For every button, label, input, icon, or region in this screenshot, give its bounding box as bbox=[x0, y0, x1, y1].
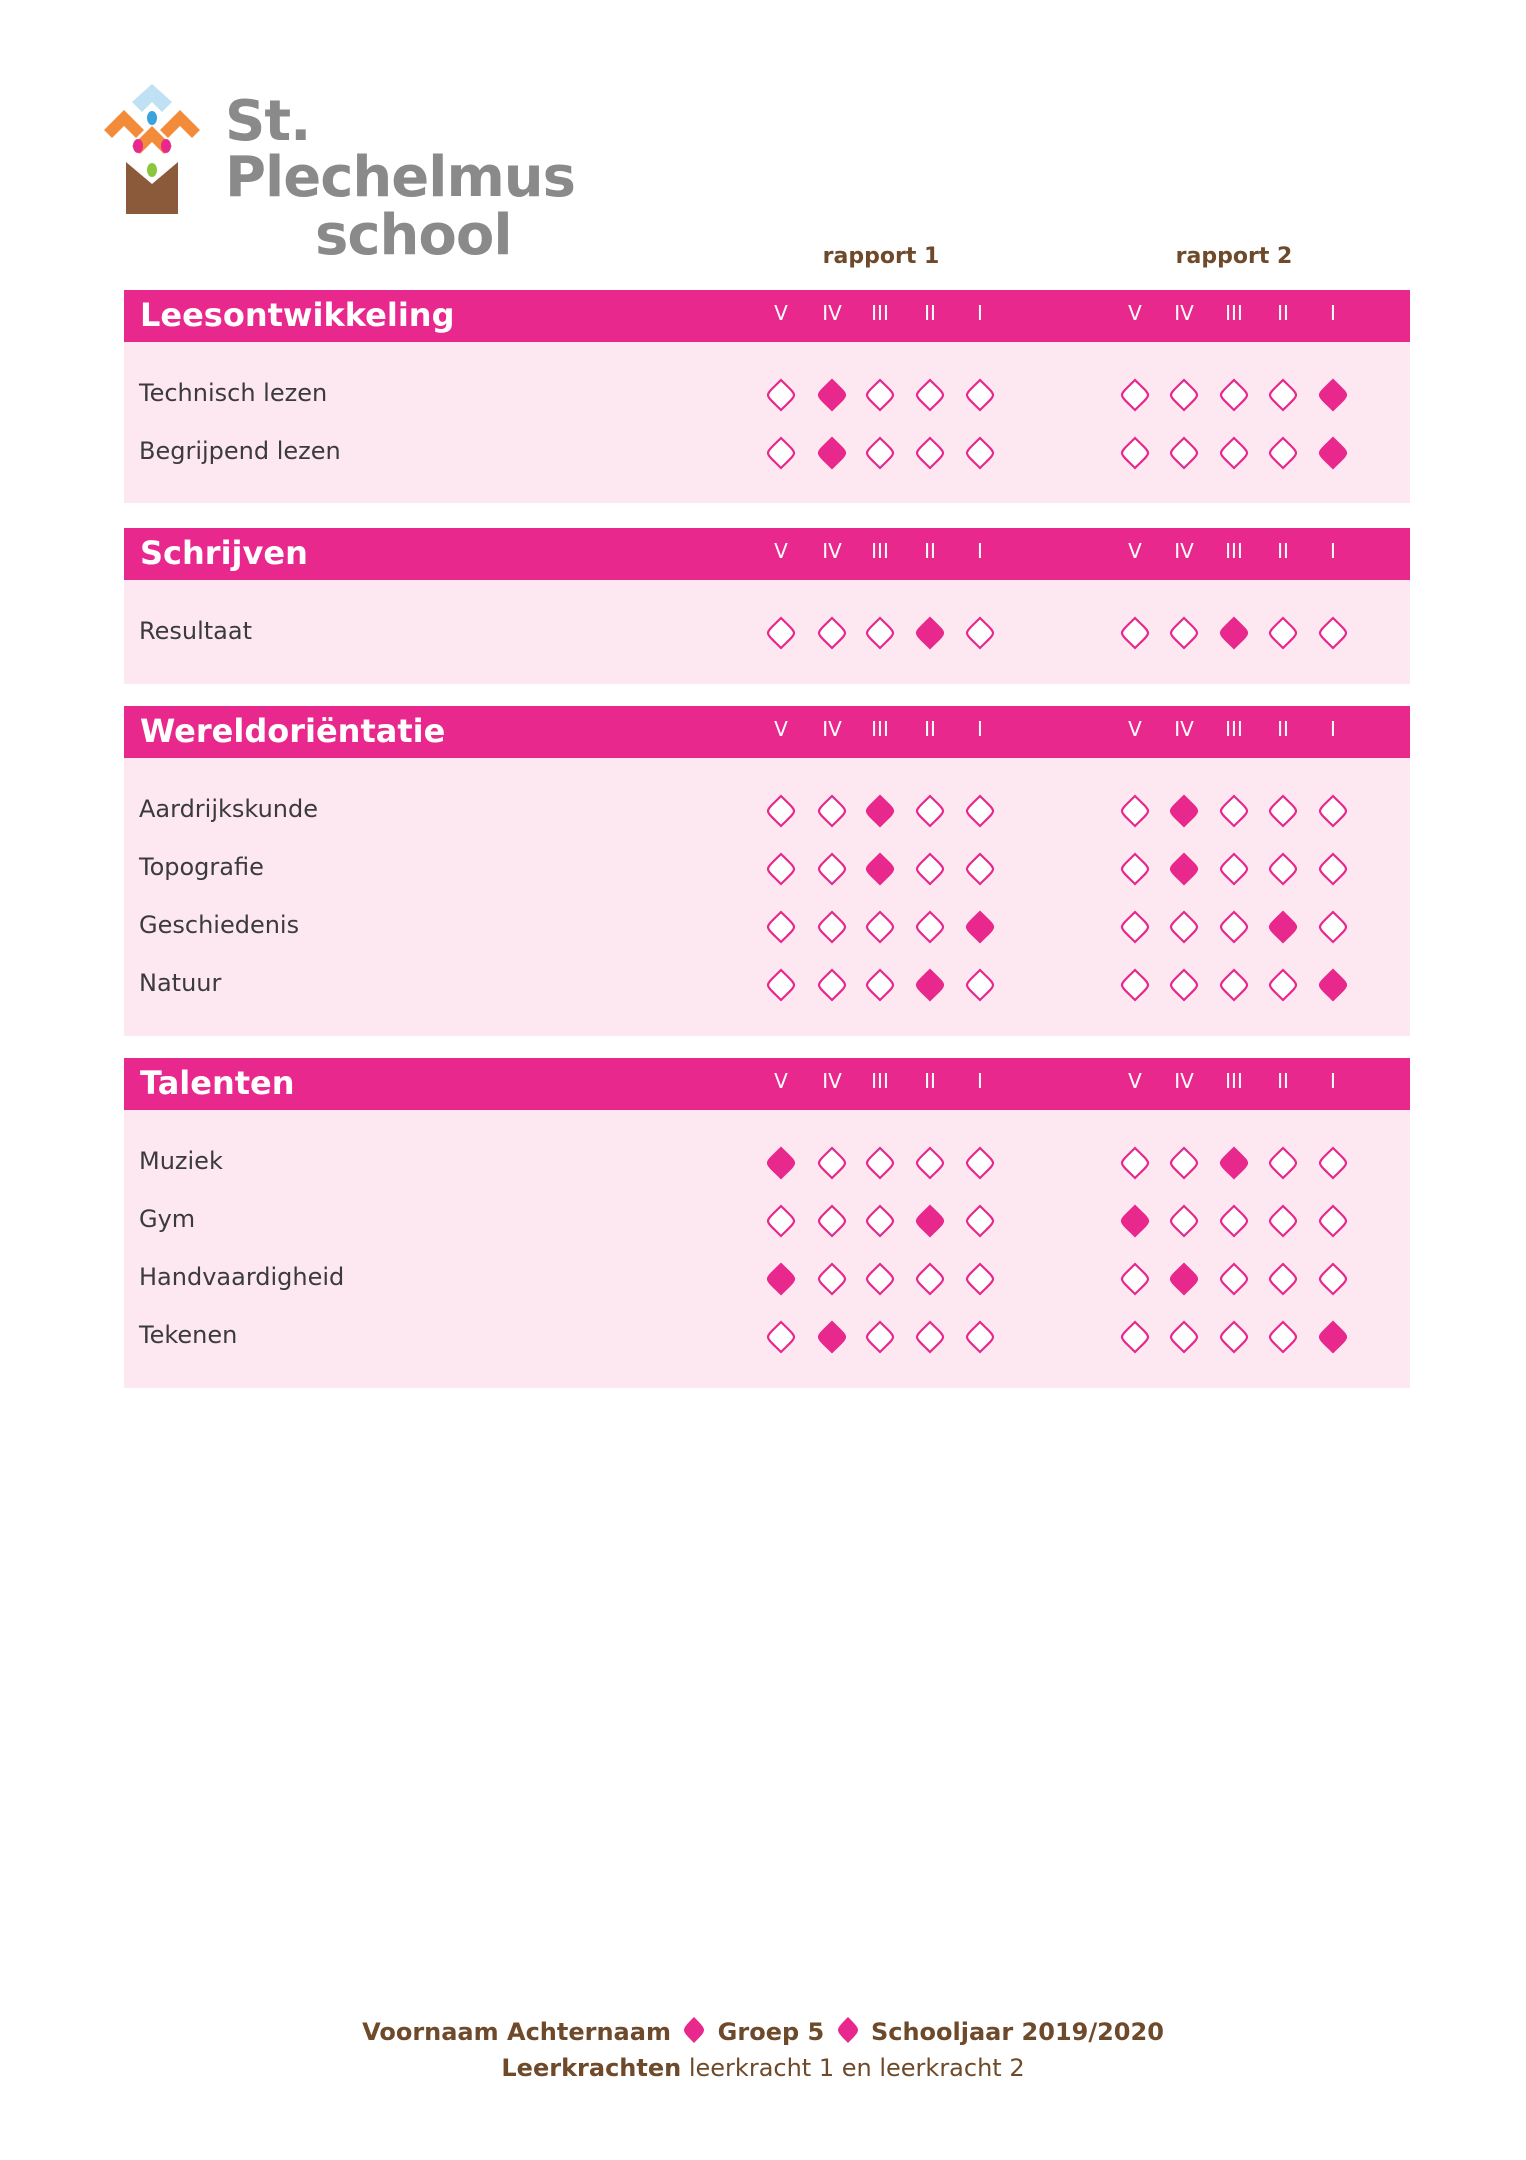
level-header-rapport2: III bbox=[1225, 1069, 1243, 1093]
subject-row bbox=[124, 956, 1410, 1014]
rapport-2-level-III-empty-icon bbox=[1219, 968, 1249, 1002]
rapport-2-level-II-empty-icon bbox=[1268, 436, 1298, 470]
rapport-1-level-V-empty-icon bbox=[766, 1204, 796, 1238]
level-header-rapport2: IV bbox=[1174, 717, 1194, 741]
rapport-1-level-III-empty-icon bbox=[865, 968, 895, 1002]
level-header-rapport1: III bbox=[871, 717, 889, 741]
footer-student-line bbox=[0, 2016, 1526, 2046]
rapport-1-level-IV-empty-icon bbox=[817, 968, 847, 1002]
rapport-2-level-IV-empty-icon bbox=[1169, 378, 1199, 412]
rapport-1-level-V-empty-icon bbox=[766, 378, 796, 412]
rapport-1-level-II-filled-icon bbox=[915, 616, 945, 650]
rapport-2-level-IV-filled-icon bbox=[1169, 852, 1199, 886]
subject-label: Muziek bbox=[139, 1147, 223, 1175]
section-header bbox=[124, 290, 1410, 342]
rapport-1-level-I-empty-icon bbox=[965, 1262, 995, 1296]
rapport-1-level-I-empty-icon bbox=[965, 436, 995, 470]
rapport-1-level-II-empty-icon bbox=[915, 378, 945, 412]
level-header-rapport1: II bbox=[924, 717, 936, 741]
rapport-2-level-I-empty-icon bbox=[1318, 794, 1348, 828]
rapport-1-level-III-empty-icon bbox=[865, 910, 895, 944]
level-header-rapport2: V bbox=[1128, 539, 1142, 563]
rapport-1-level-V-empty-icon bbox=[766, 852, 796, 886]
rapport-1-level-IV-filled-icon bbox=[817, 436, 847, 470]
level-header-rapport1: IV bbox=[822, 717, 842, 741]
level-header-rapport2: II bbox=[1277, 717, 1289, 741]
level-header-rapport1: V bbox=[774, 539, 788, 563]
level-header-rapport2: III bbox=[1225, 301, 1243, 325]
subject-row bbox=[124, 782, 1410, 840]
rapport-2-level-I-filled-icon bbox=[1318, 968, 1348, 1002]
rapport-2-level-III-empty-icon bbox=[1219, 794, 1249, 828]
rapport-2-level-II-empty-icon bbox=[1268, 616, 1298, 650]
rapport-1-level-V-empty-icon bbox=[766, 968, 796, 1002]
rapport-2-level-II-empty-icon bbox=[1268, 1146, 1298, 1180]
rapport-2-level-III-empty-icon bbox=[1219, 1262, 1249, 1296]
rapport-1-level-III-filled-icon bbox=[865, 794, 895, 828]
subject-row bbox=[124, 1308, 1410, 1366]
rapport-1-level-IV-empty-icon bbox=[817, 1146, 847, 1180]
section-title: Schrijven bbox=[140, 534, 308, 572]
teachers-names: leerkracht 1 en leerkracht 2 bbox=[688, 2054, 1025, 2082]
rapport-1-level-I-empty-icon bbox=[965, 1146, 995, 1180]
subject-label: Gym bbox=[139, 1205, 196, 1233]
subject-label: Tekenen bbox=[139, 1321, 238, 1349]
rapport-1-level-IV-empty-icon bbox=[817, 852, 847, 886]
school-name-line2: school bbox=[315, 203, 512, 268]
level-header-rapport2: II bbox=[1277, 539, 1289, 563]
subject-row bbox=[124, 1134, 1410, 1192]
level-header-rapport1: II bbox=[924, 1069, 936, 1093]
rapport-1-level-III-empty-icon bbox=[865, 1146, 895, 1180]
school-logo bbox=[100, 84, 660, 268]
subject-row bbox=[124, 366, 1410, 424]
rapport-2-level-IV-empty-icon bbox=[1169, 1320, 1199, 1354]
level-header-rapport2: III bbox=[1225, 717, 1243, 741]
rapport-2-level-II-empty-icon bbox=[1268, 968, 1298, 1002]
rapport-1-level-III-empty-icon bbox=[865, 436, 895, 470]
rapport-1-level-I-empty-icon bbox=[965, 616, 995, 650]
rapport-1-level-IV-filled-icon bbox=[817, 1320, 847, 1354]
rapport-1-level-IV-empty-icon bbox=[817, 616, 847, 650]
rapport-2-level-II-empty-icon bbox=[1268, 1262, 1298, 1296]
section-header bbox=[124, 528, 1410, 580]
section-header bbox=[124, 1058, 1410, 1110]
rapport-2-level-II-empty-icon bbox=[1268, 852, 1298, 886]
rapport-2-level-II-empty-icon bbox=[1268, 1320, 1298, 1354]
rapport-1-level-II-empty-icon bbox=[915, 1320, 945, 1354]
rapport-1-level-III-empty-icon bbox=[865, 1320, 895, 1354]
rapport-1-level-III-empty-icon bbox=[865, 1204, 895, 1238]
rapport-2-level-V-empty-icon bbox=[1120, 794, 1150, 828]
rapport-1-level-III-empty-icon bbox=[865, 1262, 895, 1296]
rapport-1-level-IV-empty-icon bbox=[817, 1204, 847, 1238]
rapport-1-level-II-empty-icon bbox=[915, 1146, 945, 1180]
rapport-2-level-IV-empty-icon bbox=[1169, 910, 1199, 944]
level-header-rapport2: V bbox=[1128, 1069, 1142, 1093]
level-header-rapport1: I bbox=[977, 301, 983, 325]
school-year: Schooljaar 2019/2020 bbox=[870, 2018, 1164, 2046]
rapport-1-level-IV-filled-icon bbox=[817, 378, 847, 412]
subject-row bbox=[124, 1192, 1410, 1250]
rapport-2-level-I-empty-icon bbox=[1318, 910, 1348, 944]
school-name bbox=[225, 89, 660, 268]
level-header-rapport2: I bbox=[1330, 301, 1336, 325]
level-header-rapport2: IV bbox=[1174, 539, 1194, 563]
rapport-1-level-V-empty-icon bbox=[766, 910, 796, 944]
subject-row bbox=[124, 898, 1410, 956]
rapport-2-level-II-empty-icon bbox=[1268, 1204, 1298, 1238]
subject-label: Aardrijkskunde bbox=[139, 795, 318, 823]
school-name-line1: St. Plechelmus bbox=[225, 89, 576, 210]
rapport-1-level-I-empty-icon bbox=[965, 1204, 995, 1238]
group-label: Groep 5 bbox=[717, 2018, 825, 2046]
subject-row bbox=[124, 1250, 1410, 1308]
rapport-2-level-I-filled-icon bbox=[1318, 378, 1348, 412]
rapport-2-level-V-filled-icon bbox=[1120, 1204, 1150, 1238]
level-header-rapport1: IV bbox=[822, 539, 842, 563]
rapport-1-level-IV-empty-icon bbox=[817, 1262, 847, 1296]
separator-leaf-icon bbox=[683, 2016, 705, 2044]
rapport-1-level-V-empty-icon bbox=[766, 1320, 796, 1354]
section-3 bbox=[124, 1058, 1410, 1388]
subject-label: Natuur bbox=[139, 969, 222, 997]
level-header-rapport1: I bbox=[977, 717, 983, 741]
rapport-2-level-III-empty-icon bbox=[1219, 436, 1249, 470]
level-header-rapport2: II bbox=[1277, 301, 1289, 325]
rapport-1-level-II-empty-icon bbox=[915, 852, 945, 886]
level-header-rapport2: V bbox=[1128, 717, 1142, 741]
rapport-1-level-V-empty-icon bbox=[766, 436, 796, 470]
teachers-label: Leerkrachten bbox=[501, 2054, 682, 2082]
rapport-1-level-II-empty-icon bbox=[915, 794, 945, 828]
rapport-2-level-I-empty-icon bbox=[1318, 1204, 1348, 1238]
rapport-2-level-III-empty-icon bbox=[1219, 1320, 1249, 1354]
rapport-2-title: rapport 2 bbox=[1175, 244, 1293, 269]
rapport-1-level-I-empty-icon bbox=[965, 794, 995, 828]
level-header-rapport1: II bbox=[924, 539, 936, 563]
section-title: Leesontwikkeling bbox=[140, 296, 455, 334]
rapport-2-level-V-empty-icon bbox=[1120, 910, 1150, 944]
rapport-2-level-V-empty-icon bbox=[1120, 436, 1150, 470]
rapport-2-level-V-empty-icon bbox=[1120, 852, 1150, 886]
level-header-rapport2: I bbox=[1330, 539, 1336, 563]
subject-label: Handvaardigheid bbox=[139, 1263, 345, 1291]
section-title: Talenten bbox=[140, 1064, 295, 1102]
level-header-rapport1: V bbox=[774, 717, 788, 741]
rapport-2-level-III-filled-icon bbox=[1219, 616, 1249, 650]
level-header-rapport1: I bbox=[977, 539, 983, 563]
student-name: Voornaam Achternaam bbox=[362, 2018, 671, 2046]
subject-row bbox=[124, 840, 1410, 898]
subject-label: Topografie bbox=[139, 853, 264, 881]
rapport-1-level-IV-empty-icon bbox=[817, 910, 847, 944]
rapport-2-level-II-empty-icon bbox=[1268, 378, 1298, 412]
footer-teachers-line bbox=[0, 2054, 1526, 2082]
rapport-2-level-III-empty-icon bbox=[1219, 1204, 1249, 1238]
section-1 bbox=[124, 528, 1410, 684]
rapport-2-level-I-empty-icon bbox=[1318, 1262, 1348, 1296]
section-header bbox=[124, 706, 1410, 758]
school-logo-mark-icon bbox=[100, 84, 220, 224]
subject-label: Geschiedenis bbox=[139, 911, 300, 939]
rapport-2-level-V-empty-icon bbox=[1120, 1320, 1150, 1354]
level-header-rapport1: III bbox=[871, 301, 889, 325]
rapport-1-level-I-empty-icon bbox=[965, 378, 995, 412]
level-header-rapport2: III bbox=[1225, 539, 1243, 563]
rapport-2-level-II-filled-icon bbox=[1268, 910, 1298, 944]
rapport-1-level-III-filled-icon bbox=[865, 852, 895, 886]
rapport-1-level-V-empty-icon bbox=[766, 616, 796, 650]
level-header-rapport1: V bbox=[774, 301, 788, 325]
rapport-1-level-I-empty-icon bbox=[965, 968, 995, 1002]
rapport-1-level-V-empty-icon bbox=[766, 794, 796, 828]
rapport-2-level-II-empty-icon bbox=[1268, 794, 1298, 828]
rapport-1-level-V-filled-icon bbox=[766, 1146, 796, 1180]
rapport-2-level-IV-empty-icon bbox=[1169, 1146, 1199, 1180]
rapport-2-level-III-empty-icon bbox=[1219, 378, 1249, 412]
section-0 bbox=[124, 290, 1410, 503]
rapport-1-title: rapport 1 bbox=[822, 244, 940, 269]
rapport-1-level-II-empty-icon bbox=[915, 910, 945, 944]
level-header-rapport1: V bbox=[774, 1069, 788, 1093]
level-header-rapport1: II bbox=[924, 301, 936, 325]
level-header-rapport1: IV bbox=[822, 1069, 842, 1093]
rapport-1-level-II-filled-icon bbox=[915, 1204, 945, 1238]
rapport-2-level-I-filled-icon bbox=[1318, 1320, 1348, 1354]
level-header-rapport1: I bbox=[977, 1069, 983, 1093]
rapport-2-level-IV-empty-icon bbox=[1169, 616, 1199, 650]
level-header-rapport2: IV bbox=[1174, 1069, 1194, 1093]
rapport-1-level-I-empty-icon bbox=[965, 1320, 995, 1354]
rapport-1-level-II-filled-icon bbox=[915, 968, 945, 1002]
rapport-2-level-I-filled-icon bbox=[1318, 436, 1348, 470]
rapport-1-level-I-empty-icon bbox=[965, 852, 995, 886]
rapport-2-level-V-empty-icon bbox=[1120, 1146, 1150, 1180]
level-header-rapport2: I bbox=[1330, 717, 1336, 741]
rapport-1-level-II-empty-icon bbox=[915, 1262, 945, 1296]
section-title: Wereldoriëntatie bbox=[140, 712, 446, 750]
subject-row bbox=[124, 604, 1410, 662]
rapport-2-level-I-empty-icon bbox=[1318, 616, 1348, 650]
rapport-2-level-IV-filled-icon bbox=[1169, 1262, 1199, 1296]
rapport-2-level-I-empty-icon bbox=[1318, 1146, 1348, 1180]
separator-leaf-icon bbox=[837, 2016, 859, 2044]
level-header-rapport1: IV bbox=[822, 301, 842, 325]
level-header-rapport2: V bbox=[1128, 301, 1142, 325]
subject-label: Resultaat bbox=[139, 617, 252, 645]
subject-label: Technisch lezen bbox=[139, 379, 328, 407]
level-header-rapport1: III bbox=[871, 539, 889, 563]
rapport-1-level-I-filled-icon bbox=[965, 910, 995, 944]
rapport-2-level-IV-empty-icon bbox=[1169, 1204, 1199, 1238]
rapport-2-level-IV-empty-icon bbox=[1169, 436, 1199, 470]
rapport-1-level-IV-empty-icon bbox=[817, 794, 847, 828]
level-header-rapport2: IV bbox=[1174, 301, 1194, 325]
section-2 bbox=[124, 706, 1410, 1036]
rapport-2-level-III-empty-icon bbox=[1219, 910, 1249, 944]
level-header-rapport1: III bbox=[871, 1069, 889, 1093]
rapport-2-level-IV-filled-icon bbox=[1169, 794, 1199, 828]
level-header-rapport2: I bbox=[1330, 1069, 1336, 1093]
rapport-1-level-III-empty-icon bbox=[865, 378, 895, 412]
rapport-2-level-IV-empty-icon bbox=[1169, 968, 1199, 1002]
level-header-rapport2: II bbox=[1277, 1069, 1289, 1093]
rapport-1-level-III-empty-icon bbox=[865, 616, 895, 650]
rapport-2-level-V-empty-icon bbox=[1120, 1262, 1150, 1296]
rapport-2-level-I-empty-icon bbox=[1318, 852, 1348, 886]
rapport-1-level-II-empty-icon bbox=[915, 436, 945, 470]
subject-label: Begrijpend lezen bbox=[139, 437, 341, 465]
rapport-2-level-V-empty-icon bbox=[1120, 968, 1150, 1002]
rapport-2-level-III-empty-icon bbox=[1219, 852, 1249, 886]
rapport-1-level-V-filled-icon bbox=[766, 1262, 796, 1296]
rapport-2-level-V-empty-icon bbox=[1120, 378, 1150, 412]
rapport-2-level-V-empty-icon bbox=[1120, 616, 1150, 650]
subject-row bbox=[124, 424, 1410, 482]
rapport-2-level-III-filled-icon bbox=[1219, 1146, 1249, 1180]
